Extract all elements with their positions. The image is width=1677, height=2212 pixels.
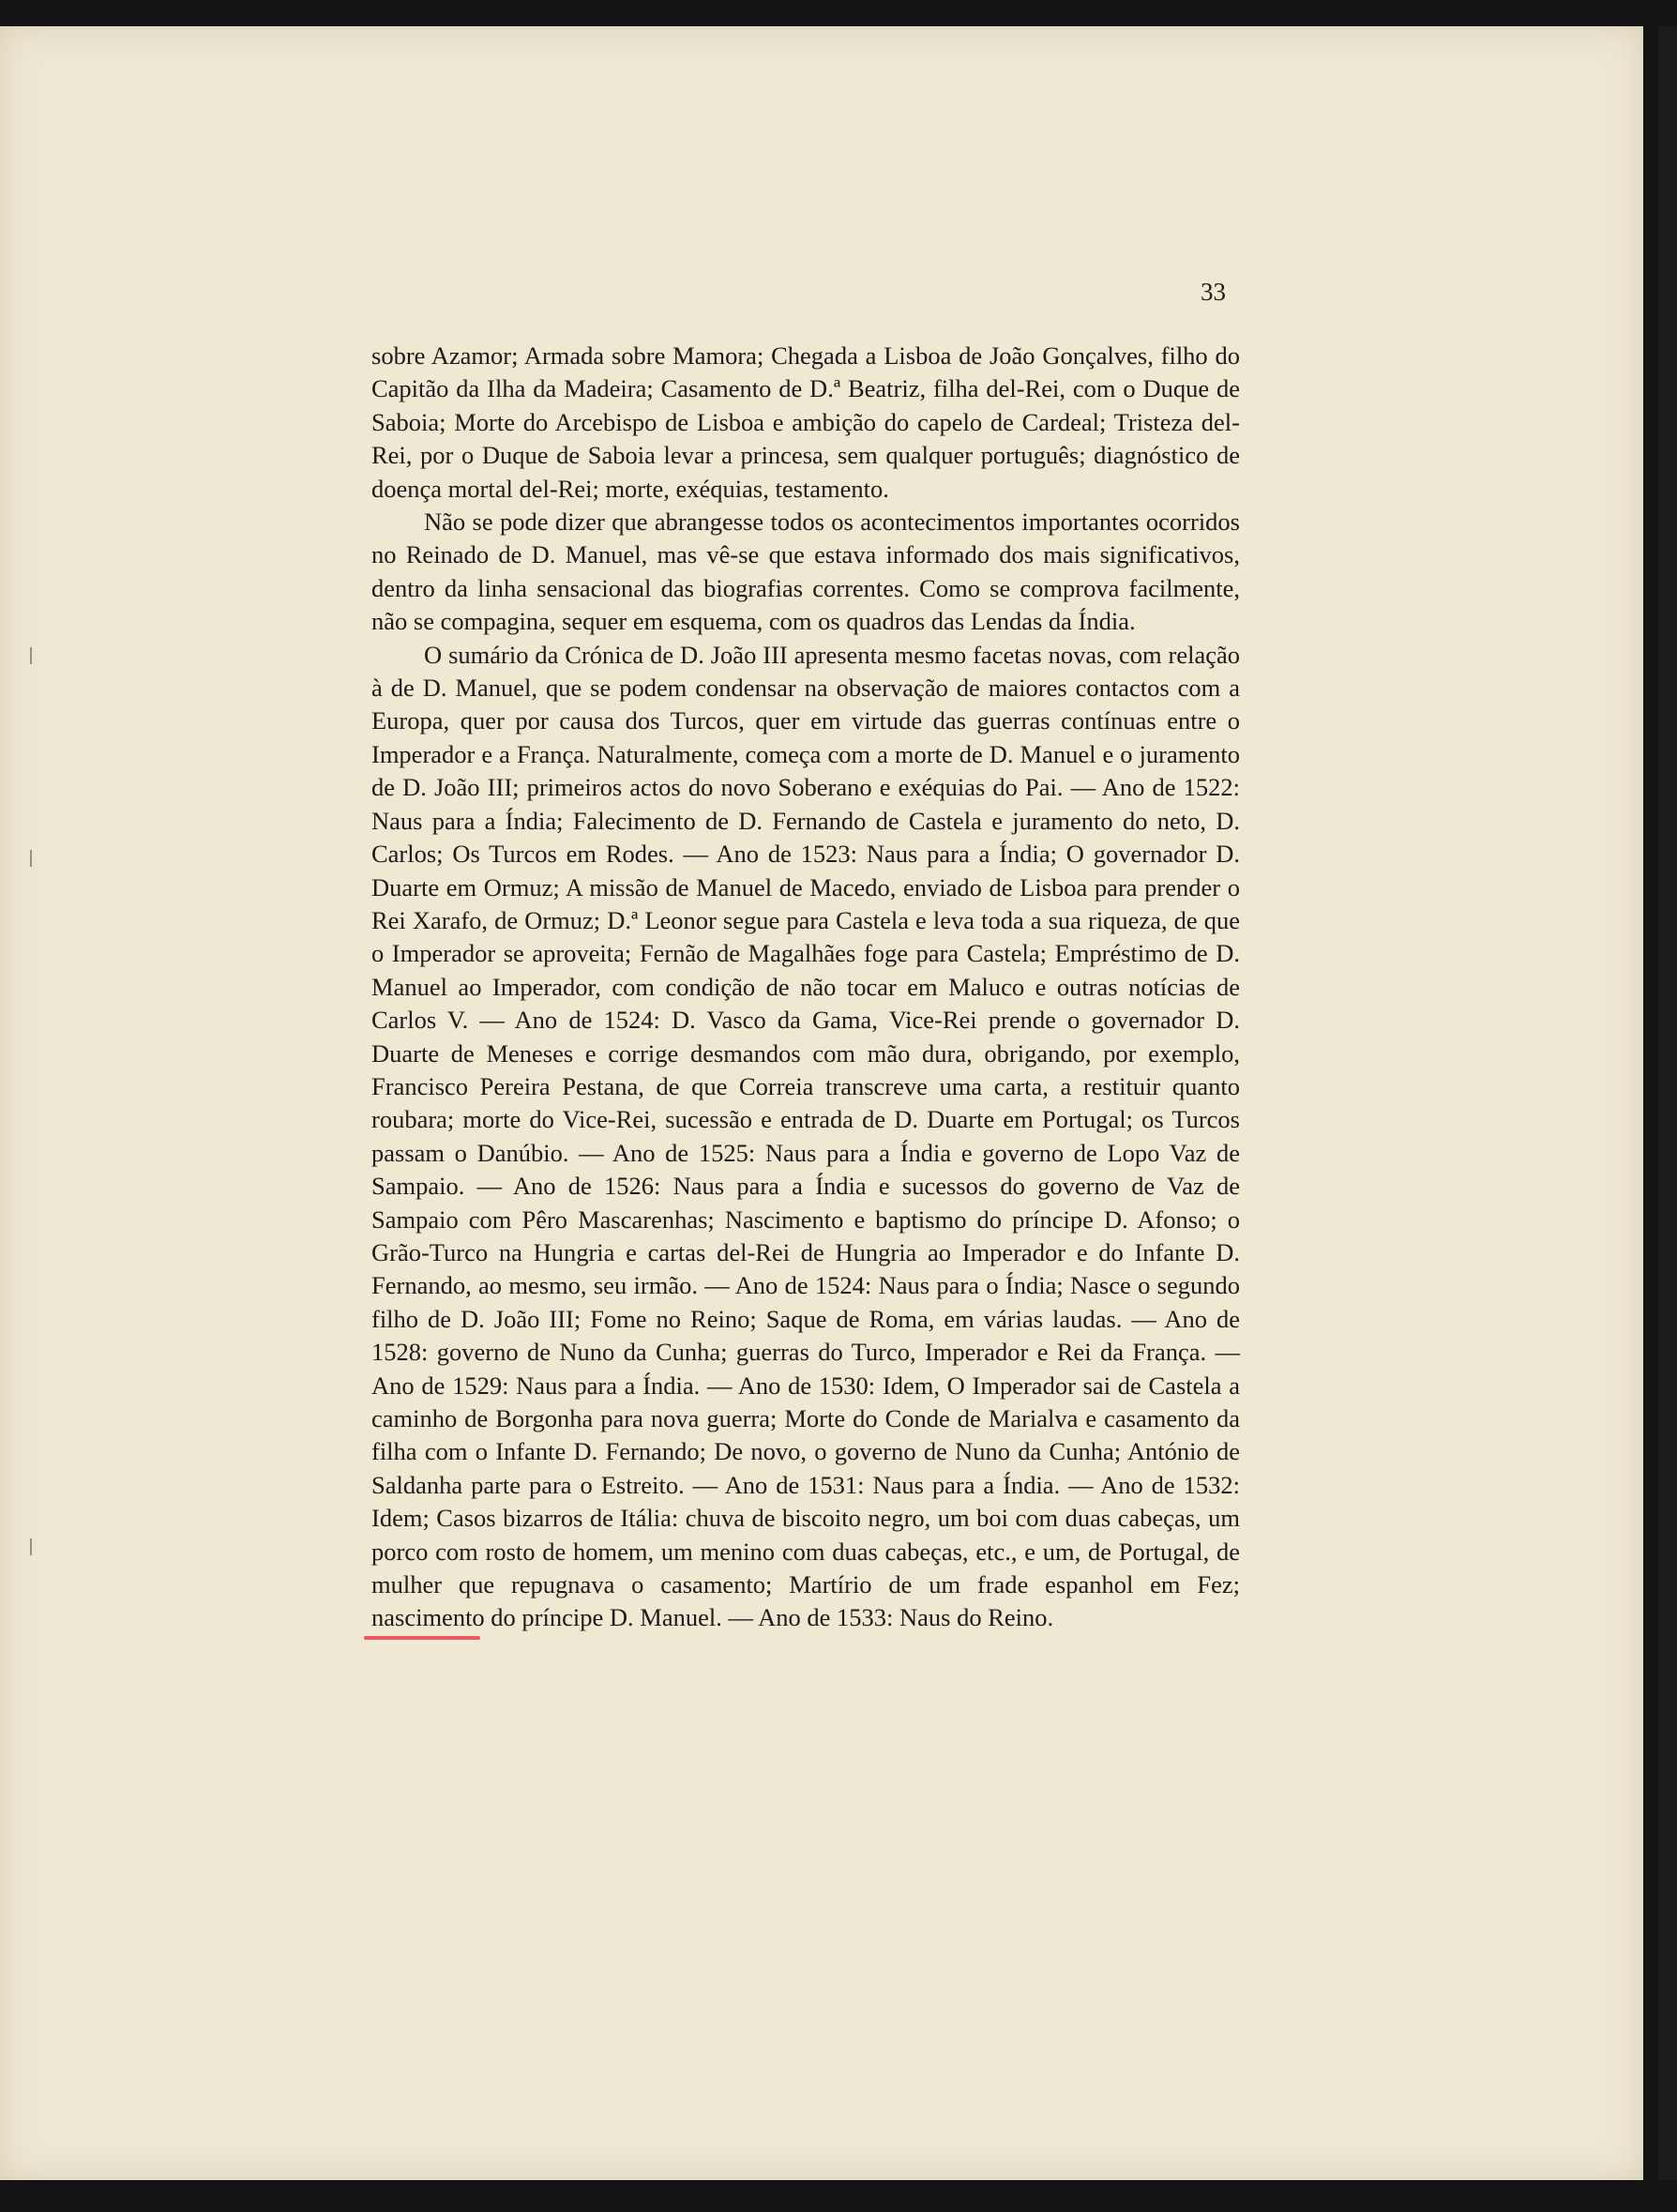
paragraph: O sumário da Crónica de D. João III apresenta mesmo facetas novas, com relação à de D. Manuel, que se podem condensar na observação de maiores contactos com a Europa, quer por causa dos Turcos, quer em virtude das guerras contínuas entre o Imperador e a França. Naturalmente, começa com a morte de D. Manuel e o juramento de D. João III; primeiros actos do novo Soberano e exéquias do Pai. — Ano de 1522: Naus para a Índia; Falecimento de D. Fernando de Castela e juramento do neto, D. Carlos; Os Turcos em Rodes. — Ano de 1523: Naus para a Índia; O governador D. Duarte em Ormuz; A missão de Manuel de Macedo, enviado de Lisboa para prender o Rei Xarafo, de Ormuz; D.ª Leonor segue para Castela e leva toda a sua riqueza, de que o Imperador se aproveita; Fernão de Magalhães foge para Castela; Empréstimo de D. Manuel ao Imperador, com condição de não tocar em Maluco e outras notícias de Carlos V. — Ano de 1524: D. Vasco da Gama, Vice-Rei prende o governador D. Duarte de Meneses e corrige desmandos com mão dura, obrigando, por exemplo, Francisco Pereira Pestana, de que Correia transcreve uma carta, a restituir quanto roubara; morte do Vice-Rei, sucessão e entrada de D. Duarte em Portugal; os Turcos passam o Danúbio. — Ano de 1525: Naus para a Índia e governo de Lopo Vaz de Sampaio. — Ano de 1526: Naus para a Índia e sucessos do governo de Vaz de Sampaio com Pêro Mascarenhas; Nascimento e baptismo do príncipe D. Afonso; o Grão-Turco na Hungria e cartas del-Rei de Hungria ao Imperador e do Infante D. Fernando, ao mesmo, seu irmão. — Ano de 1524: Naus para o Índia; Nasce o segundo filho de D. João III; Fome no Reino; Saque de Roma, em várias laudas. — Ano de 1528: governo de Nuno da Cunha; guerras do Turco, Imperador e Rei da França. — Ano de 1529: Naus para a Índia. — Ano de 1530: Idem, O Imperador sai de Castela a caminho de Borgonha para nova guerra; Morte do Conde de Marialva e casamento da filha com o Infante D. Fernando; De novo, o governo de Nuno da Cunha; António de Saldanha parte para o Estreito. — Ano de 1531: Naus para a Índia. — Ano de 1532: Idem; Casos bizarros de Itália: chuva de biscoito negro, um boi com duas cabeças, um porco com rosto de homem, um menino com duas cabeças, etc., e um, de Portugal, de mulher que repugnava o casamento; Martírio de um frade espanhol em Fez; nascimento do príncipe D. Manuel. — Ano de 1533: Naus do Reino. [371, 640, 1240, 1632]
red-underline-mark [364, 1636, 480, 1640]
body-text [371, 340, 1240, 1635]
paragraph: Não se pode dizer que abrangesse todos os acontecimentos importantes ocorridos no Reinado de D. Manuel, mas vê-se que estava informado dos mais significativos, dentro da linha sensacional das biografias correntes. Como se comprova facilmente, não se compagina, sequer em esquema, com os quadros das Lendas da Índia. [371, 508, 1240, 636]
margin-mark [30, 1538, 32, 1555]
margin-mark [30, 647, 32, 664]
paragraph: sobre Azamor; Armada sobre Mamora; Chegada a Lisboa de João Gonçalves, filho do Capitão da Ilha da Madeira; Casamento de D.ª Beatriz, filha del-Rei, com o Duque de Saboia; Morte do Arcebispo de Lisboa e ambição do capelo de Cardeal; Tristeza del-Rei, por o Duque de Saboia levar a princesa, sem qualquer português; diagnóstico de doença mortal del-Rei; morte, exéquias, testamento. [371, 341, 1240, 503]
margin-mark [30, 850, 32, 867]
page-edge [1658, 26, 1677, 2180]
page-number: 33 [1201, 278, 1226, 306]
